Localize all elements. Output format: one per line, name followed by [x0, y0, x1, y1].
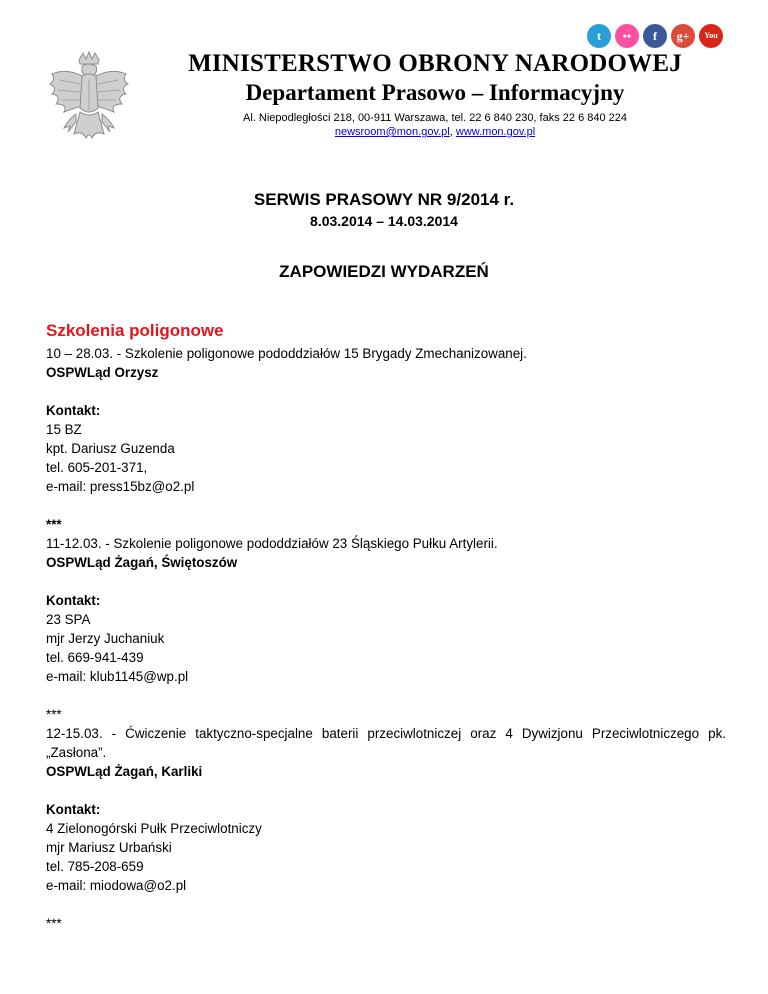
- contact-person: mjr Jerzy Juchaniuk: [46, 631, 165, 646]
- event-item: [46, 724, 726, 895]
- contact-unit: 15 BZ: [46, 422, 82, 437]
- social-icons: [587, 24, 723, 48]
- eagle-emblem-icon: [46, 50, 132, 150]
- contact-phone: tel. 605-201-371,: [46, 460, 148, 475]
- separator: ***: [46, 707, 62, 722]
- document-body: [46, 320, 726, 933]
- website-link[interactable]: www.mon.gov.pl: [455, 126, 536, 138]
- event-place: OSPWLąd Żagań, Karliki: [46, 764, 203, 779]
- contact-label: Kontakt:: [46, 802, 101, 817]
- contact-email: e-mail: press15bz@o2.pl: [46, 479, 195, 494]
- section-title: Szkolenia poligonowe: [46, 321, 224, 340]
- newsroom-email-link[interactable]: newsroom@mon.gov.pl: [334, 126, 450, 138]
- event-item: [46, 534, 726, 686]
- contact-links: [150, 126, 720, 138]
- contact-phone: tel. 785-208-659: [46, 859, 144, 874]
- announcements-title: ZAPOWIEDZI WYDARZEŃ: [279, 262, 489, 281]
- event-place: OSPWLąd Żagań, Świętoszów: [46, 555, 238, 570]
- contact-unit: 23 SPA: [46, 612, 91, 627]
- link-separator: ,: [449, 126, 456, 138]
- contact-person: kpt. Dariusz Guzenda: [46, 441, 175, 456]
- event-description: 11-12.03. - Szkolenie poligonowe pododdziałów 23 Śląskiego Pułku Artylerii.: [46, 536, 498, 551]
- ministry-title: MINISTERSTWO OBRONY NARODOWEJ: [188, 50, 682, 77]
- contact-phone: tel. 669-941-439: [46, 650, 144, 665]
- contact-email: e-mail: klub1145@wp.pl: [46, 669, 189, 684]
- contact-unit: 4 Zielonogórski Pułk Przeciwlotniczy: [46, 821, 262, 836]
- twitter-icon[interactable]: t: [587, 24, 611, 48]
- separator: ***: [46, 916, 62, 931]
- department-subtitle: Departament Prasowo – Informacyjny: [245, 80, 625, 105]
- contact-label: Kontakt:: [46, 403, 101, 418]
- contact-label: Kontakt:: [46, 593, 101, 608]
- contact-person: mjr Mariusz Urbański: [46, 840, 172, 855]
- event-item: [46, 344, 726, 496]
- youtube-icon[interactable]: You: [699, 24, 723, 48]
- event-description: 12-15.03. - Ćwiczenie taktyczno-specjalne baterii przeciwlotniczej oraz 4 Dywizjonu Przeciwlotniczego pk. „Zasłona”.: [46, 726, 726, 760]
- address-line: Al. Niepodległości 218, 00-911 Warszawa, tel. 22 6 840 230, faks 22 6 840 224: [242, 112, 628, 124]
- google-plus-icon[interactable]: g+: [671, 24, 695, 48]
- service-title: SERWIS PRASOWY NR 9/2014 r.: [253, 190, 515, 209]
- event-description: 10 – 28.03. - Szkolenie poligonowe pododdziałów 15 Brygady Zmechanizowanej.: [46, 346, 527, 361]
- facebook-icon[interactable]: f: [643, 24, 667, 48]
- service-dates: 8.03.2014 – 14.03.2014: [310, 213, 458, 229]
- separator: ***: [46, 517, 62, 532]
- contact-email: e-mail: miodowa@o2.pl: [46, 878, 187, 893]
- event-place: OSPWLąd Orzysz: [46, 365, 159, 380]
- flickr-icon[interactable]: ••: [615, 24, 639, 48]
